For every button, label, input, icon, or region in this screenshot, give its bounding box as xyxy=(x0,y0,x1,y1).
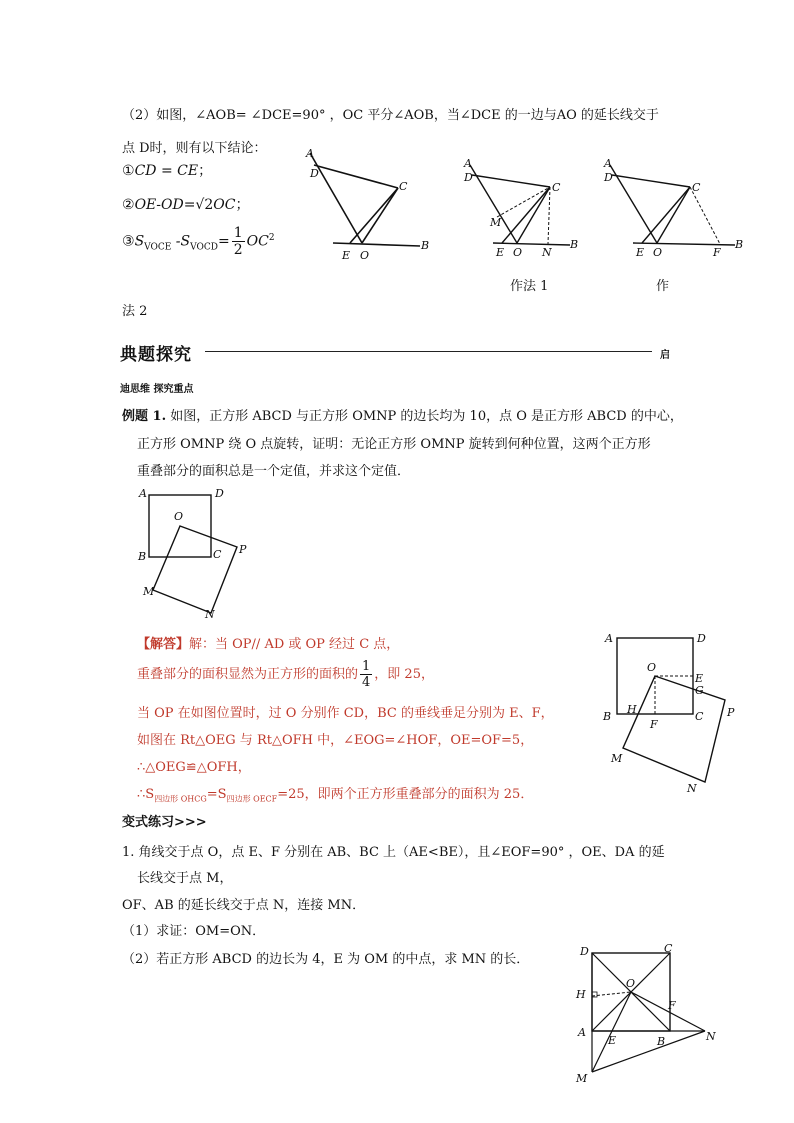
svg-text:C: C xyxy=(213,548,222,561)
svg-text:C: C xyxy=(692,181,701,194)
svg-text:E: E xyxy=(695,672,704,685)
svg-text:B: B xyxy=(603,710,612,723)
svg-text:M: M xyxy=(490,216,502,229)
part2-line2: 点 D时，则有以下结论： xyxy=(122,141,267,156)
section-title: 典题探究 xyxy=(120,345,192,365)
section-divider xyxy=(205,351,652,352)
solution-line4: 如图在 Rt△OEG 与 Rt△OFH 中，∠EOG=∠HOF，OE=OF=5， xyxy=(137,733,534,748)
seg-OB xyxy=(333,243,420,246)
svg-text:A: A xyxy=(578,1026,586,1039)
label-O: O xyxy=(360,249,370,262)
seg-OC xyxy=(362,188,398,243)
seg-DC xyxy=(314,165,398,188)
svg-text:O: O xyxy=(647,661,657,674)
svg-text:F: F xyxy=(668,999,676,1012)
figure-part2-main xyxy=(300,145,440,270)
solution-line1: 【解答】解：当 OP// AD 或 OP 经过 C 点， xyxy=(137,637,400,652)
figure-solution xyxy=(600,628,745,798)
svg-text:D: D xyxy=(215,487,224,500)
svg-text:C: C xyxy=(695,710,704,723)
practice-q1-line1: 1. 角线交于点 O，点 E、F 分别在 AB、BC 上（AE<BE），且∠EOF=90° ，OE、DA 的延 xyxy=(122,845,665,860)
practice-q1-part2: （2）若正方形 ABCD 的边长为 4，E 为 OM 的中点，求 MN 的长． xyxy=(122,952,530,967)
example1-line1: 例题 1. 如图，正方形 ABCD 与正方形 OMNP 的边长均为 10，点 O 是正方形 ABCD 的中心， xyxy=(122,409,683,424)
figure-practice xyxy=(570,940,730,1090)
label-D: D xyxy=(310,167,319,180)
solution-line5: ∴△OEG≌△OFH， xyxy=(137,760,251,775)
svg-text:F: F xyxy=(650,718,658,731)
svg-text:F: F xyxy=(713,246,721,259)
svg-text:A: A xyxy=(605,632,613,645)
svg-text:C: C xyxy=(664,942,673,955)
figure-part2-method2 xyxy=(600,155,745,265)
svg-text:D: D xyxy=(464,171,473,184)
solution-line6: $\therefore S_{四边形 OHCG}=S_{四边形 OECF}=25$，即两个正方形重叠部分的面积为 25． xyxy=(137,787,534,804)
svg-text:B: B xyxy=(657,1035,666,1048)
figure-part2-method1 xyxy=(460,155,585,265)
svg-text:P: P xyxy=(727,706,735,719)
part2-line1: （2）如图，∠AOB= ∠DCE=90° ，OC 平分∠AOB，当∠DCE 的一边与AO 的延长线交于 xyxy=(122,108,659,123)
caption-method1: 作法 1 xyxy=(510,279,549,294)
svg-text:O: O xyxy=(653,246,663,259)
section-subtitle: 迪思维 探究重点 xyxy=(120,384,194,395)
svg-text:A: A xyxy=(139,487,147,500)
example1-line3: 重叠部分的面积总是一个定值，并求这个定值． xyxy=(137,464,411,479)
solution-line3: 当 OP 在如图位置时，过 O 分别作 CD，BC 的垂线垂足分别为 E、F， xyxy=(137,706,554,721)
svg-text:A: A xyxy=(464,157,472,170)
svg-text:N: N xyxy=(205,608,215,621)
solution-line2: 重叠部分的面积显然为正方形的面积的 $\frac{1}{4}$ ，即 25， xyxy=(137,659,434,690)
svg-text:M: M xyxy=(611,752,623,765)
svg-text:E: E xyxy=(608,1034,617,1047)
svg-text:B: B xyxy=(735,238,744,251)
label-E: E xyxy=(342,249,351,262)
svg-text:D: D xyxy=(697,632,706,645)
conclusion-3: $③S_{VOCE}$ $-S_{VOCD}=$ $\frac{1}{2}$ $OC^2$ xyxy=(122,225,275,258)
svg-text:N: N xyxy=(542,246,552,259)
svg-text:C: C xyxy=(552,181,561,194)
svg-text:B: B xyxy=(570,238,579,251)
svg-text:O: O xyxy=(513,246,523,259)
svg-text:N: N xyxy=(706,1030,716,1043)
svg-text:O: O xyxy=(174,510,184,523)
svg-text:B: B xyxy=(138,550,147,563)
svg-text:M: M xyxy=(576,1072,588,1085)
practice-q1-line3: OF、AB 的延长线交于点 N，连接 MN． xyxy=(122,898,366,913)
conclusion-2: ②OE-OD=√2OC； xyxy=(122,197,250,213)
svg-text:M: M xyxy=(143,585,155,598)
caption-method2b: 法 2 xyxy=(122,304,148,319)
svg-text:H: H xyxy=(576,988,586,1001)
svg-text:D: D xyxy=(580,945,589,958)
svg-text:N: N xyxy=(687,782,697,795)
caption-method2a: 作 xyxy=(656,279,670,294)
svg-text:E: E xyxy=(496,246,505,259)
label-B: B xyxy=(421,239,430,252)
conclusion-1: ①CD = CE； xyxy=(122,163,213,179)
svg-text:D: D xyxy=(604,171,613,184)
svg-text:G: G xyxy=(695,684,704,697)
figure-example1 xyxy=(135,485,260,625)
practice-q1-part1: （1）求证：OM=ON． xyxy=(122,924,266,939)
seg-CE xyxy=(350,188,398,243)
svg-text:E: E xyxy=(636,246,645,259)
example1-line2: 正方形 OMNP 绕 O 点旋转，证明：无论正方形 OMNP 旋转到何种位置，这两个正方形 xyxy=(137,437,651,452)
label-A: A xyxy=(306,147,314,160)
svg-text:A: A xyxy=(604,157,612,170)
svg-text:P: P xyxy=(239,543,247,556)
svg-text:O: O xyxy=(626,977,636,990)
practice-title: 变式练习>>> xyxy=(122,815,207,830)
practice-q1-line2: 长线交于点 M， xyxy=(137,871,233,886)
section-right-mark: 启 xyxy=(660,350,670,361)
label-C: C xyxy=(399,180,408,193)
svg-text:H: H xyxy=(627,703,637,716)
